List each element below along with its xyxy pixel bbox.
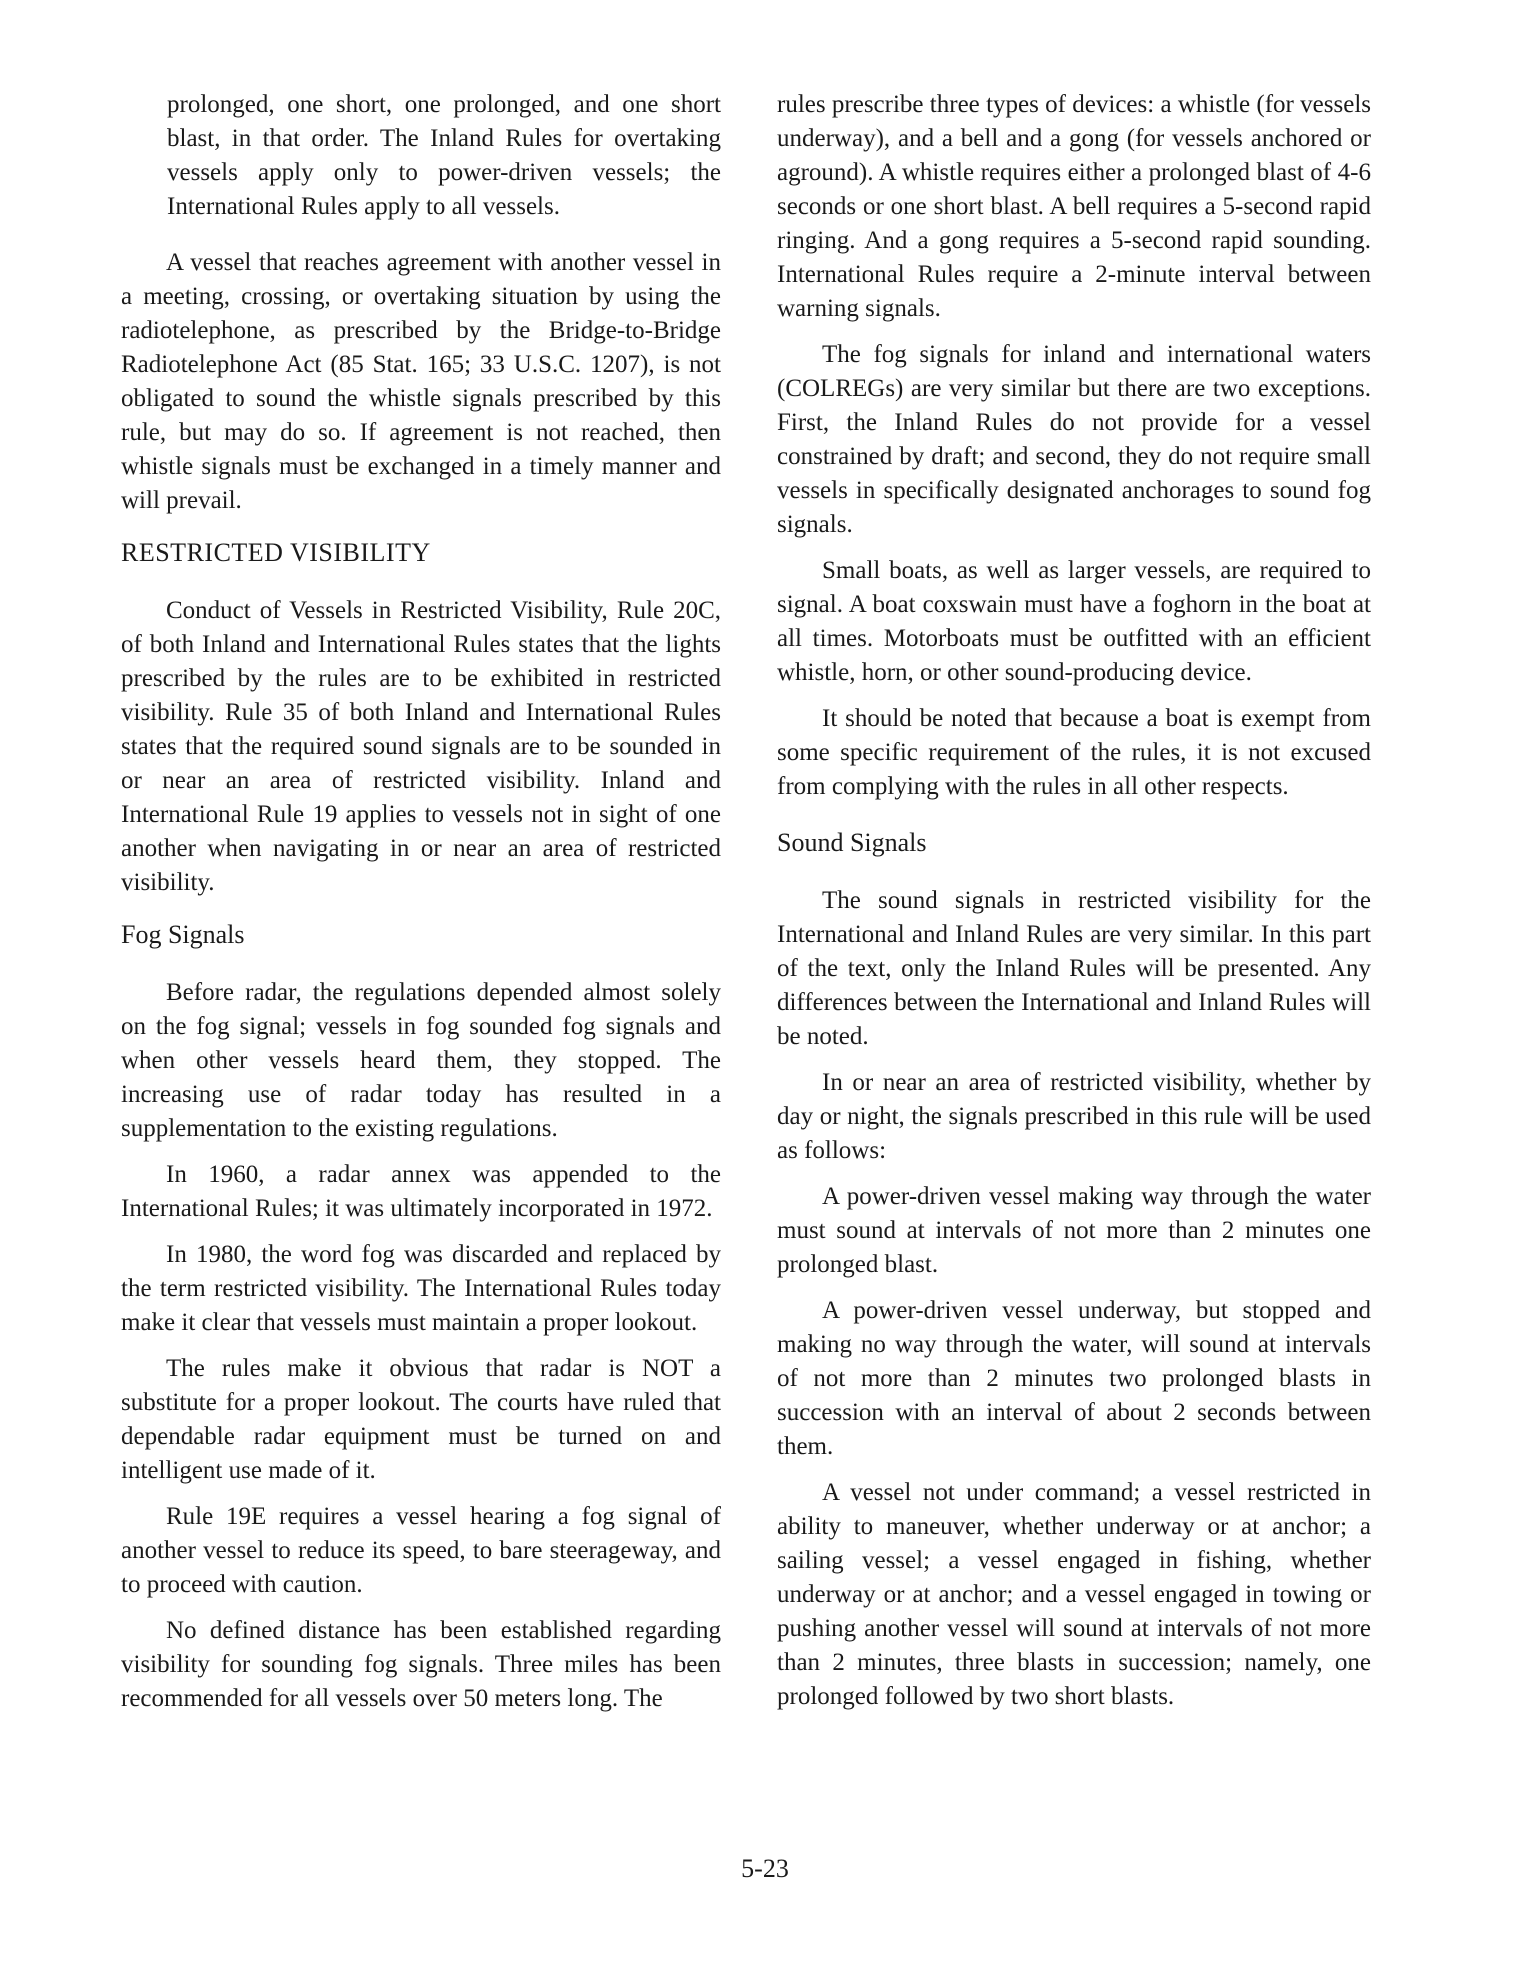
paragraph-radiotelephone: A vessel that reaches agreement with another vessel in a meeting, crossing, or overtaking situation by using the radiotelephone, as prescribed by the Bridge-to-Bridge Radiotelephone Act (85 Stat. 165; 33 U.S.C. 1207), is not obligated to sound the whistle signals prescribed by this rule, but may do so. If agreement is not reached, then whistle signals must be exchanged in a timely manner and will prevail. xyxy=(121,249,721,514)
paragraph-no-defined-distance: No defined distance has been established regarding visibility for sounding fog signals. Three miles has been recommended for all vessels over 50 meters long. The xyxy=(121,1617,721,1712)
left-column xyxy=(121,88,721,1728)
subheading-sound-signals: Sound Signals xyxy=(777,828,927,857)
paragraph-making-way: A power-driven vessel making way through the water must sound at intervals of not more than 2 minutes one prolonged blast. xyxy=(777,1183,1371,1278)
paragraph-day-or-night: In or near an area of restricted visibility, whether by day or night, the signals prescribed in this rule will be used as follows: xyxy=(777,1069,1371,1164)
paragraph-radar-not-substitute: The rules make it obvious that radar is NOT a substitute for a proper lookout. The courts have ruled that dependable radar equipment must be turned on and intelligent use made of it. xyxy=(121,1355,721,1484)
section-heading-restricted-visibility: RESTRICTED VISIBILITY xyxy=(121,538,431,567)
subheading-fog-signals: Fog Signals xyxy=(121,920,245,949)
paragraph-conduct-rule-20c: Conduct of Vessels in Restricted Visibility, Rule 20C, of both Inland and International Rules states that the lights prescribed by the rules are to be exhibited in restricted visibility. Rule 35 of both Inland and International Rules states that the required sound signals are to be sounded in or near an area of restricted visibility. Inland and International Rule 19 applies to vessels not in sight of one another when navigating in or near an area of restricted visibility. xyxy=(121,597,721,896)
paragraph-before-radar: Before radar, the regulations depended almost solely on the fog signal; vessels in fog sounded fog signals and when other vessels heard them, they stopped. The increasing use of radar today has resulted in a supplementation to the existing regulations. xyxy=(121,979,721,1142)
paragraph-1960-radar-annex: In 1960, a radar annex was appended to the International Rules; it was ultimately incorporated in 1972. xyxy=(121,1161,721,1222)
continuation-paragraph: prolonged, one short, one prolonged, and one short blast, in that order. The Inland Rules for overtaking vessels apply only to power-driven vessels; the International Rules apply to all vessels. xyxy=(167,91,721,220)
paragraph-not-under-command: A vessel not under command; a vessel restricted in ability to maneuver, whether underway or at anchor; a sailing vessel; a vessel engaged in fishing, whether underway or at anchor; and a vessel engaged in towing or pushing another vessel will sound at intervals of not more than 2 minutes, three blasts in succession; namely, one prolonged followed by two short blasts. xyxy=(777,1479,1371,1710)
paragraph-exempt-boat: It should be noted that because a boat is exempt from some specific requirement of the rules, it is not excused from complying with the rules in all other respects. xyxy=(777,705,1371,800)
paragraph-rule-19e: Rule 19E requires a vessel hearing a fog signal of another vessel to reduce its speed, to bare steerageway, and to proceed with caution. xyxy=(121,1503,721,1598)
paragraph-1980-fog-replaced: In 1980, the word fog was discarded and replaced by the term restricted visibility. The International Rules today make it clear that vessels must maintain a proper lookout. xyxy=(121,1241,721,1336)
page-number: 5-23 xyxy=(741,1854,789,1883)
paragraph-stopped-underway: A power-driven vessel underway, but stopped and making no way through the water, will sound at intervals of not more than 2 minutes two prolonged blasts in succession with an interval of about 2 seconds between them. xyxy=(777,1297,1371,1460)
paragraph-colregs-exceptions: The fog signals for inland and international waters (COLREGs) are very similar but there are two exceptions. First, the Inland Rules do not provide for a vessel constrained by draft; and second, they do not require small vessels in specifically designated anchorages to sound fog signals. xyxy=(777,341,1371,538)
paragraph-sound-signals-similar: The sound signals in restricted visibility for the International and Inland Rules are very similar. In this part of the text, only the Inland Rules will be presented. Any differences between the International and Inland Rules will be noted. xyxy=(777,887,1371,1050)
paragraph-device-types: rules prescribe three types of devices: a whistle (for vessels underway), and a bell and a gong (for vessels anchored or aground). A whistle requires either a prolonged blast of 4-6 seconds or one short blast. A bell requires a 5-second rapid ringing. And a gong requires a 5-second rapid sounding. International Rules require a 2-minute interval between warning signals. xyxy=(777,91,1371,322)
paragraph-small-boats: Small boats, as well as larger vessels, are required to signal. A boat coxswain must have a foghorn in the boat at all times. Motorboats must be outfitted with an efficient whistle, horn, or other sound-producing device. xyxy=(777,557,1371,686)
right-column xyxy=(777,88,1371,1726)
